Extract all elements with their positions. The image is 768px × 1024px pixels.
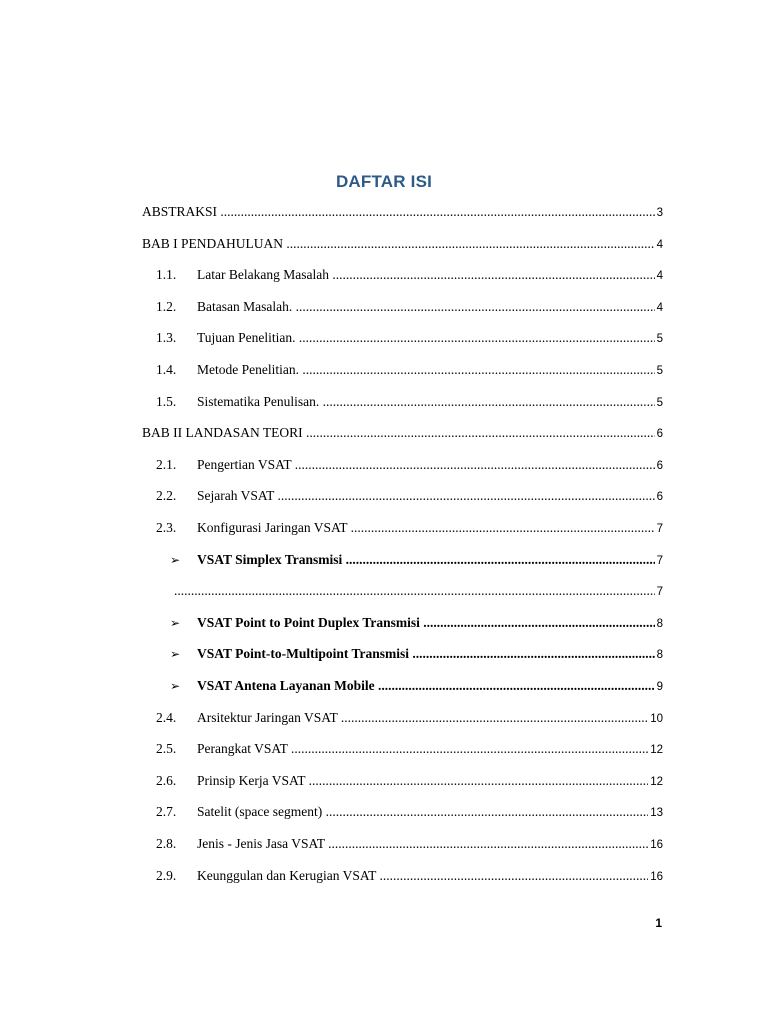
toc-entry-page: 6 bbox=[656, 428, 663, 441]
arrow-bullet-icon: ➢ bbox=[170, 647, 181, 662]
arrow-bullet-icon: ➢ bbox=[170, 552, 181, 567]
toc-entry-page: 8 bbox=[656, 649, 663, 662]
toc-entry[interactable] bbox=[0, 360, 768, 380]
toc-entry-title: Tujuan Penelitian. ..... bbox=[0, 328, 655, 348]
toc-entry-page: 4 bbox=[656, 270, 663, 283]
toc-entry-title: Pengertian VSAT ..... bbox=[0, 455, 655, 475]
toc-entry[interactable] bbox=[0, 802, 768, 822]
toc-entry-title bbox=[0, 581, 655, 601]
toc-entry-title: ABSTRAKSI ..... bbox=[0, 202, 655, 222]
toc-entry-page: 7 bbox=[656, 523, 663, 535]
toc-entry-page: 6 bbox=[656, 491, 663, 504]
toc-entry[interactable] bbox=[0, 265, 768, 285]
toc-entry-page: 16 bbox=[650, 870, 663, 883]
page-number: 1 bbox=[655, 916, 662, 930]
toc-entry-page: 5 bbox=[656, 333, 663, 346]
toc-entry-title: Konfigurasi Jaringan VSAT ..... bbox=[0, 518, 655, 538]
toc-entry-number: 1.2. bbox=[156, 298, 177, 314]
toc-entry[interactable] bbox=[0, 202, 768, 222]
toc-entry-title: Jenis - Jenis Jasa VSAT ..... bbox=[0, 834, 648, 854]
toc-entry[interactable] bbox=[0, 676, 768, 696]
toc-entry-title: Batasan Masalah. ..... bbox=[0, 297, 655, 317]
toc-entry[interactable] bbox=[0, 613, 768, 633]
arrow-bullet-icon: ➢ bbox=[170, 679, 181, 693]
toc-entry-page: 12 bbox=[650, 744, 663, 757]
toc-entry-title: Sistematika Penulisan. ..... bbox=[0, 392, 655, 412]
toc-entry-title: Sejarah VSAT ..... bbox=[0, 486, 655, 506]
toc-entry[interactable] bbox=[0, 834, 768, 854]
toc-entry-number: 2.7. bbox=[156, 804, 177, 820]
toc-entry-title: Keunggulan dan Kerugian VSAT ..... bbox=[0, 866, 648, 886]
toc-entry[interactable] bbox=[0, 234, 768, 254]
toc-entry-number: 2.8. bbox=[156, 836, 177, 851]
toc-entry-page: 7 bbox=[656, 554, 663, 567]
toc-entry-title: Prinsip Kerja VSAT ..... bbox=[0, 771, 648, 791]
toc-entry[interactable] bbox=[0, 486, 768, 506]
toc-entry[interactable] bbox=[0, 455, 768, 475]
toc-entry-page: 8 bbox=[656, 617, 663, 630]
toc-entry-title: Metode Penelitian. ..... bbox=[0, 360, 655, 380]
toc-entry-number: 2.5. bbox=[156, 741, 177, 757]
toc-entry-number: 2.4. bbox=[156, 709, 177, 725]
toc-entry[interactable] bbox=[0, 392, 768, 412]
toc-entry[interactable] bbox=[0, 644, 768, 664]
toc-entry-number: 2.6. bbox=[156, 772, 177, 788]
toc-entry-title: Arsitektur Jaringan VSAT ..... bbox=[0, 708, 648, 728]
toc-entry[interactable] bbox=[0, 581, 768, 601]
toc-entry-page: 3 bbox=[656, 207, 663, 219]
toc-entry-title: Satelit (space segment) ..... bbox=[0, 802, 648, 822]
toc-entry-number: 2.9. bbox=[156, 867, 177, 883]
toc-entry[interactable] bbox=[0, 708, 768, 728]
toc-entry-number: 1.3. bbox=[156, 330, 177, 346]
toc-entry-page: 4 bbox=[656, 238, 663, 251]
toc-entry-title: VSAT Point-to-Multipoint Transmisi ..... bbox=[0, 644, 655, 664]
toc-entry[interactable] bbox=[0, 550, 768, 570]
toc-entry-page: 5 bbox=[656, 396, 663, 409]
toc-entry[interactable] bbox=[0, 739, 768, 759]
toc-entry[interactable] bbox=[0, 866, 768, 886]
arrow-bullet-icon: ➢ bbox=[170, 615, 181, 630]
toc-entry[interactable] bbox=[0, 328, 768, 348]
toc-entry-title: BAB II LANDASAN TEORI ..... bbox=[0, 423, 655, 443]
toc-entry-title: VSAT Point to Point Duplex Transmisi ..... bbox=[0, 613, 655, 633]
toc-entry[interactable] bbox=[0, 423, 768, 443]
toc-entry-number: 1.1. bbox=[156, 267, 177, 283]
toc-entry-page: 5 bbox=[656, 365, 663, 377]
toc-entry-page: 10 bbox=[650, 712, 663, 725]
toc-entry-title: VSAT Simplex Transmisi ..... bbox=[0, 550, 655, 570]
toc-entry-page: 16 bbox=[650, 839, 663, 851]
toc-entry-page: 6 bbox=[656, 459, 663, 472]
toc-entry-number: 2.3. bbox=[156, 520, 177, 535]
toc-entry-title: VSAT Antena Layanan Mobile ..... bbox=[0, 676, 655, 696]
toc-entry[interactable] bbox=[0, 297, 768, 317]
toc-entry-number: 2.1. bbox=[156, 456, 177, 472]
toc-entry-number: 1.5. bbox=[156, 393, 177, 409]
toc-entry-page: 9 bbox=[656, 681, 663, 693]
toc-entry-page: 7 bbox=[656, 586, 663, 599]
toc-entry[interactable] bbox=[0, 518, 768, 538]
toc-entry-page: 12 bbox=[650, 775, 663, 788]
toc-entry-title: BAB I PENDAHULUAN ..... bbox=[0, 234, 655, 254]
toc-entry[interactable] bbox=[0, 771, 768, 791]
toc-entry-page: 13 bbox=[650, 807, 663, 820]
toc-entry-page: 4 bbox=[656, 301, 663, 314]
toc-entry-number: 1.4. bbox=[156, 362, 177, 377]
toc-entry-title: Latar Belakang Masalah ..... bbox=[0, 265, 655, 285]
toc-entry-title: Perangkat VSAT ..... bbox=[0, 739, 648, 759]
toc-entry-number: 2.2. bbox=[156, 488, 177, 504]
page-title: DAFTAR ISI bbox=[335, 172, 433, 191]
